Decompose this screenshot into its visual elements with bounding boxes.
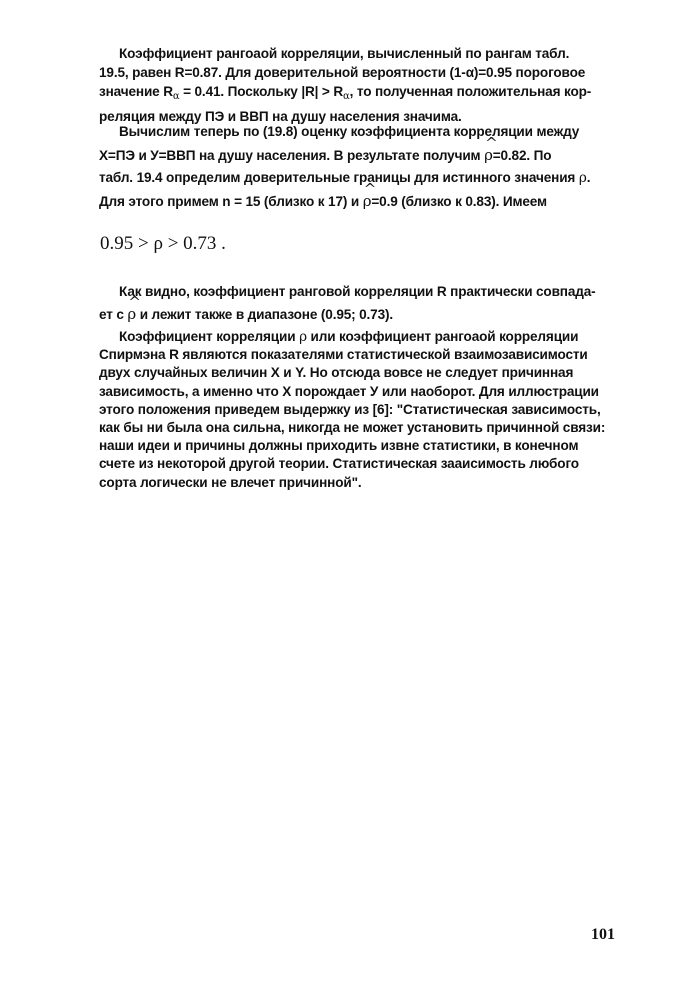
paragraph-rank-correlation [99, 44, 629, 126]
text-line: двух случайных величин X и Y. Но отсюда вовсе не следует причинная [99, 365, 574, 381]
page-number: 101 [591, 926, 615, 943]
text-line: Вычислим теперь по (19.8) оценку коэффициента корреляции между [119, 124, 580, 139]
text-line: наши идеи и причины должны приходить извне статистики, в конечном [99, 438, 579, 454]
text-line: 19.5, равен R=0.87. Для доверительной вероятности (1-α)=0.95 пороговое [99, 65, 586, 81]
text-line: Коэффициент рангоаой корреляции, вычисленный по рангам табл. [119, 46, 570, 61]
text-line: Для этого примем n = 15 (близко к 17) и ^ ρ=0.9 (близко к 0.83). Имеем [99, 190, 629, 214]
text-line: Коэффициент корреляции ρ или коэффициент рангоаой корреляции [119, 329, 579, 345]
text-line: зависимость, а именно что X порождает У или наоборот. Для иллюстрации [99, 383, 599, 399]
text-line: Как видно, коэффициент ранговой корреляции R практически совпада- [119, 284, 596, 299]
text-line: Спирмэна R являются показателями статистической взаимозависимости [99, 347, 588, 363]
paragraph-correlation-estimate [99, 121, 629, 213]
text-line: как бы ни была она сильна, никогда не может установить причинной связи: [99, 420, 606, 436]
text-line: этого положения приведем выдержку из [6]: "Статистическая зависимость, [99, 401, 601, 417]
text-line: сорта логически не влечет причинной". [99, 474, 362, 490]
text-line: табл. 19.4 определим доверительные границы для истинного значения ρ. [99, 170, 591, 186]
text-line: X=ПЭ и У=ВВП на душу населения. В результате получим ^ ρ=0.82. По [99, 144, 629, 168]
rho-symbol: ρ [299, 329, 307, 345]
text-line: ет с ^ ρ и лежит также в диапазоне (0.95; 0.73). [99, 303, 629, 326]
rho-symbol: ρ [578, 170, 587, 186]
rho-hat-symbol: ^ ρ [363, 190, 372, 213]
text-line: значение $R_\alpha = 0.41$. Поскольку $|R| > R_\alpha$, то полученная положительная кор- [99, 84, 592, 103]
formula-confidence-interval: 0.95 > ρ > 0.73 . [100, 233, 226, 254]
rho-hat-symbol: ^ ρ [484, 144, 493, 167]
rho-hat-symbol: ^ ρ [127, 303, 136, 326]
paragraph-causality [99, 328, 629, 492]
text-line: счете из некоторой другой теории. Статистическая зааисимость любого [99, 456, 579, 472]
text-line: реляция между ПЭ и ВВП на душу населения значима. [99, 108, 462, 124]
paragraph-comparison [99, 280, 629, 326]
